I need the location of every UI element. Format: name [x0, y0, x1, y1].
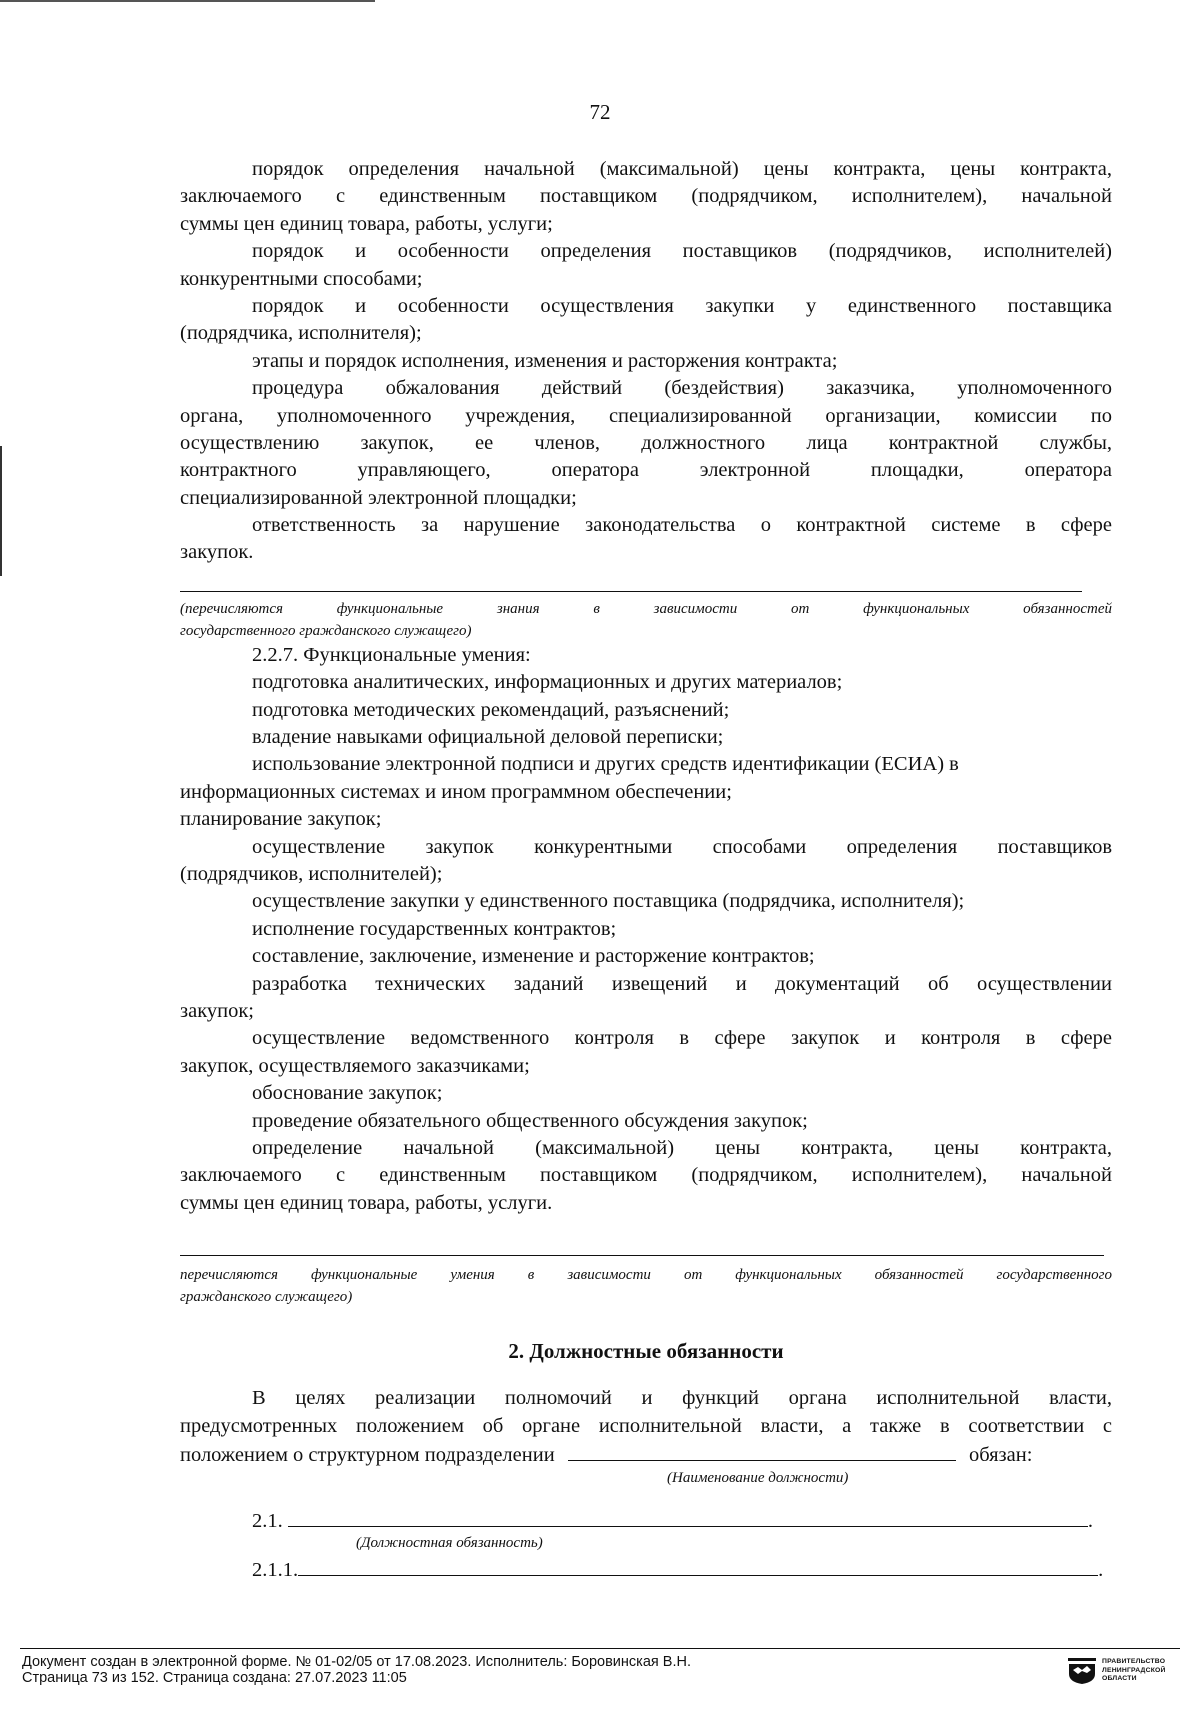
note-knowledge-line-2: государственного гражданского служащего) [180, 622, 472, 639]
knowledge-line: порядок и особенности определения поставщиков (подрядчиков, исполнителей) [252, 240, 1112, 263]
duty-item-2-field [298, 1555, 1098, 1576]
skills-line: 2.2.7. Функциональные умения: [252, 643, 531, 666]
skills-line: (подрядчиков, исполнителей); [180, 862, 443, 885]
skills-line: суммы цен единиц товара, работы, услуги. [180, 1191, 553, 1214]
page-number: 72 [589, 100, 611, 124]
duty-item-1: 2.1. . [180, 1506, 1112, 1533]
skills-line: обоснование закупок; [252, 1082, 443, 1105]
duties-intro-line-1: В целях реализации полномочий и функций органа исполнительной власти, [252, 1387, 1112, 1410]
logo-text [1102, 1658, 1166, 1684]
duties-intro-line-3 [180, 1440, 1112, 1467]
skills-line: осуществление закупок конкурентными способами определения поставщиков [252, 835, 1112, 858]
knowledge-line: заключаемого с единственным поставщиком (подрядчиком, исполнителем), начальной [180, 185, 1112, 208]
skills-line: составление, заключение, изменение и расторжение контрактов; [252, 945, 815, 968]
duty-item-1-field [288, 1506, 1088, 1527]
knowledge-line: осуществлению закупок, ее членов, должностного лица контрактной службы, [180, 431, 1112, 454]
skills-line: исполнение государственных контрактов; [252, 917, 617, 940]
knowledge-line: закупок. [180, 541, 254, 564]
skills-line: подготовка методических рекомендаций, разъяснений; [252, 698, 730, 721]
skills-line: планирование закупок; [180, 808, 382, 831]
skills-line: заключаемого с единственным поставщиком (подрядчиком, исполнителем), начальной [180, 1164, 1112, 1187]
knowledge-line: контрактного управляющего, оператора электронной площадки, оператора [180, 459, 1112, 482]
duty-item-2-number: 2.1.1. [252, 1559, 299, 1582]
skills-line: определение начальной (максимальной) цены контракта, цены контракта, [252, 1136, 1112, 1159]
note-skills-line-1: перечисляются функциональные умения в зависимости от функциональных обязанностей государственного [180, 1267, 1112, 1284]
logo-line-2: ЛЕНИНГРАДСКОЙ [1102, 1666, 1166, 1674]
fill-line [180, 1243, 1104, 1256]
skills-line: проведение обязательного общественного обсуждения закупок; [252, 1109, 808, 1132]
knowledge-line: порядок и особенности осуществления закупки у единственного поставщика [252, 294, 1112, 317]
skills-line: подготовка аналитических, информационных и других материалов; [252, 671, 843, 694]
skills-line: разработка технических заданий извещений и документаций об осуществлении [252, 972, 1112, 995]
knowledge-line: суммы цен единиц товара, работы, услуги; [180, 212, 553, 235]
knowledge-line: порядок определения начальной (максимальной) цены контракта, цены контракта, [252, 158, 1112, 180]
duties-intro-line-3-start: положением о структурном подразделении [180, 1444, 555, 1467]
government-logo [1068, 1656, 1188, 1688]
leningrad-region-emblem-icon [1068, 1658, 1096, 1684]
note-knowledge-line-1: (перечисляются функциональные знания в зависимости от функциональных обязанностей [180, 600, 1112, 617]
duties-intro-line-2: предусмотренных положением об органе исполнительной власти, а также в соответствии с [180, 1414, 1112, 1437]
document-body [180, 156, 1112, 1582]
knowledge-line: специализированной электронной площадки; [180, 486, 577, 509]
knowledge-line: этапы и порядок исполнения, изменения и расторжения контракта; [252, 349, 838, 372]
skills-line: осуществление ведомственного контроля в сфере закупок и контроля в сфере [252, 1027, 1112, 1050]
skills-line: осуществление закупки у единственного поставщика (подрядчика, исполнителя); [252, 890, 965, 913]
section-title: 2. Должностные обязанности [508, 1339, 784, 1364]
duty-item-1-number: 2.1. [252, 1509, 283, 1532]
skills-line: закупок, осуществляемого заказчиками; [180, 1054, 530, 1077]
position-name-field [568, 1440, 956, 1461]
knowledge-line: процедура обжалования действий (бездействия) заказчика, уполномоченного [252, 377, 1112, 400]
duties-intro-line-3-end: обязан: [968, 1444, 1033, 1467]
logo-line-3: ОБЛАСТИ [1102, 1675, 1137, 1682]
functional-knowledge-list [180, 156, 1112, 567]
skills-line: владение навыками официальной деловой переписки; [252, 726, 724, 749]
knowledge-line: (подрядчика, исполнителя); [180, 322, 422, 345]
top-edge-line [0, 0, 375, 2]
left-edge-mark [0, 446, 2, 576]
skills-line: информационных системах и ином программном обеспечении; [180, 780, 732, 803]
skills-line: использование электронной подписи и других средств идентификации (ЕСИА) в [252, 753, 959, 776]
note-skills-line-2: гражданского служащего) [180, 1289, 353, 1306]
footer-line-1: Документ создан в электронной форме. № 01-02/05 от 17.08.2023. Исполнитель: Боровинская В.Н. [22, 1654, 691, 1670]
position-name-caption: (Наименование должности) [667, 1469, 849, 1486]
skills-line: закупок; [180, 999, 254, 1022]
footer-divider [20, 1648, 1180, 1649]
footer-line-2: Страница 73 из 152. Страница создана: 27.07.2023 11:05 [22, 1670, 407, 1686]
knowledge-line: ответственность за нарушение законодательства о контрактной системе в сфере [252, 514, 1112, 537]
knowledge-line: органа, уполномоченного учреждения, специализированной организации, комиссии по [180, 404, 1112, 427]
duty-item-2: 2.1.1. . [180, 1555, 1112, 1582]
logo-line-1: ПРАВИТЕЛЬСТВО [1102, 1658, 1166, 1665]
duty-item-caption: (Должностная обязанность) [356, 1535, 543, 1552]
knowledge-line: конкурентными способами; [180, 267, 423, 290]
fill-line [180, 577, 1082, 592]
functional-skills-list [180, 642, 1112, 1217]
footer [22, 1654, 691, 1686]
